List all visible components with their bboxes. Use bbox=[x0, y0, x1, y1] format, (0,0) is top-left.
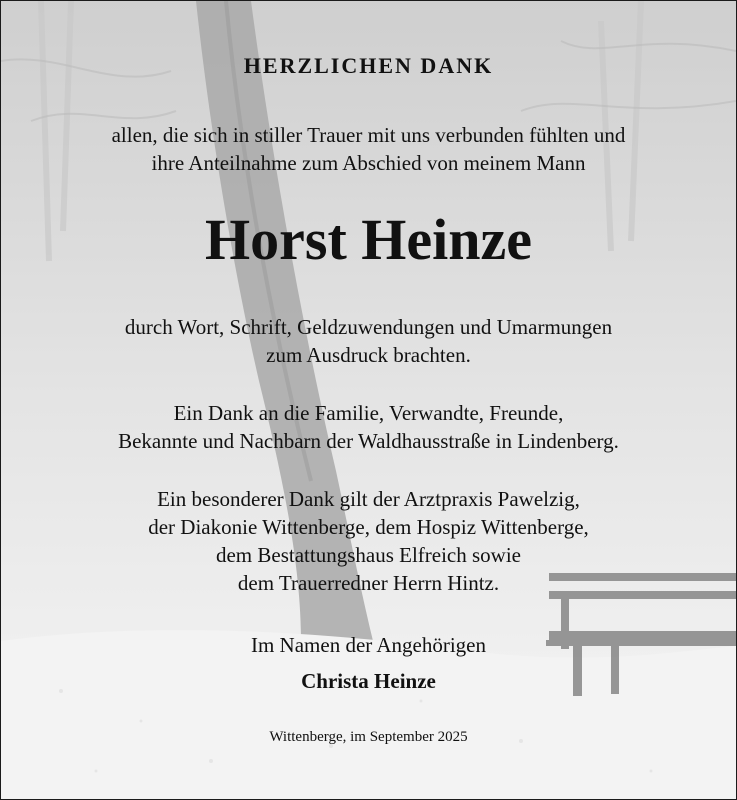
thanks-family-line: Bekannte und Nachbarn der Waldhausstraße in Lindenberg. bbox=[118, 429, 619, 453]
intro-line: allen, die sich in stiller Trauer mit uns verbunden fühlten und bbox=[111, 123, 626, 147]
on-behalf-text: Im Namen der Angehörigen bbox=[250, 633, 486, 657]
thanks-means-line: zum Ausdruck brachten. bbox=[266, 343, 471, 367]
notice-heading: HERZLICHEN DANK bbox=[243, 53, 494, 78]
thanks-means-paragraph bbox=[1, 313, 736, 369]
special-thanks-line: dem Trauerredner Herrn Hintz. bbox=[237, 571, 500, 595]
signer-name: Christa Heinze bbox=[301, 669, 436, 693]
special-thanks-line: Ein besonderer Dank gilt der Arztpraxis Pawelzig, bbox=[157, 487, 580, 511]
special-thanks-paragraph bbox=[1, 485, 736, 597]
special-thanks-line: der Diakonie Wittenberge, dem Hospiz Wittenberge, bbox=[148, 515, 589, 539]
thanks-means-line: durch Wort, Schrift, Geldzuwendungen und Umarmungen bbox=[124, 315, 613, 339]
place-and-date: Wittenberge, im September 2025 bbox=[269, 729, 468, 745]
intro-paragraph bbox=[1, 121, 736, 177]
special-thanks-line: dem Bestattungshaus Elfreich sowie bbox=[215, 543, 521, 567]
deceased-name: Horst Heinze bbox=[205, 207, 532, 272]
thanks-family-paragraph bbox=[1, 399, 736, 455]
thanks-family-line: Ein Dank an die Familie, Verwandte, Freunde, bbox=[173, 401, 564, 425]
intro-line: ihre Anteilnahme zum Abschied von meinem Mann bbox=[151, 151, 586, 175]
signature-block bbox=[1, 631, 736, 695]
